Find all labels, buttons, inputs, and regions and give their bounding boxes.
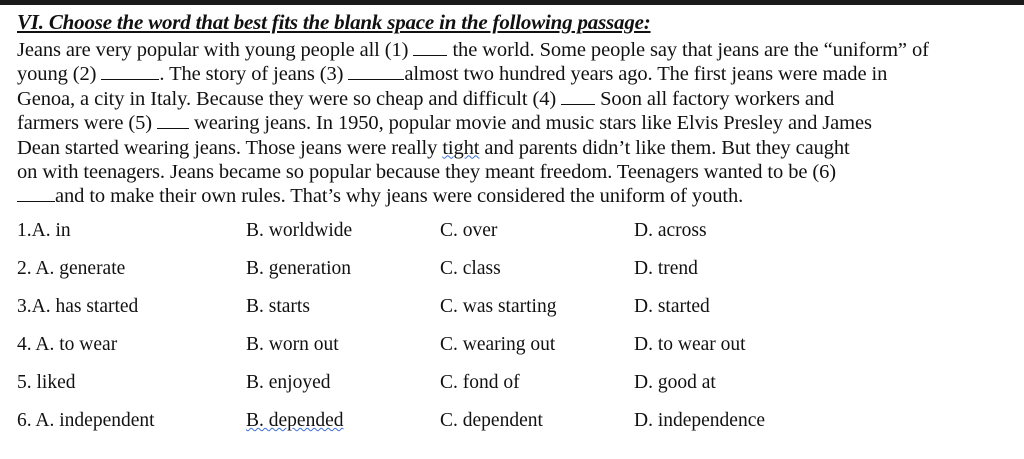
passage-line-5: [17, 136, 1017, 160]
option-b: B. generation: [246, 258, 352, 279]
option-a: 4. A. to wear: [17, 334, 118, 355]
passage-line-3: [17, 87, 1017, 111]
spellcheck-underlined-word: tight: [442, 136, 480, 159]
question-row-1: [17, 220, 1007, 258]
option-b: B. worn out: [246, 334, 339, 355]
option-d: D. across: [634, 220, 707, 241]
passage-line-6: [17, 160, 1017, 184]
answer-options: [17, 220, 1007, 448]
question-row-2: [17, 258, 1007, 296]
passage-text: Soon all factory workers and: [595, 87, 835, 110]
option-c: C. class: [440, 258, 501, 279]
option-a: 3.A. has started: [17, 296, 139, 317]
option-c: C. wearing out: [440, 334, 556, 355]
option-c: C. over: [440, 220, 498, 241]
question-row-5: [17, 372, 1007, 410]
blank-3: [348, 63, 404, 80]
passage-line-2: [17, 62, 1017, 86]
passage-text: on with teenagers. Jeans became so popular because they meant freedom. Teenagers wanted to be (6): [17, 161, 836, 184]
passage-text: wearing jeans. In 1950, popular movie and music stars like Elvis Presley and James: [189, 112, 872, 135]
blank-6: [17, 185, 55, 202]
passage-text: the world. Some people say that jeans are the “uniform” of: [447, 39, 929, 61]
option-b: B. starts: [246, 296, 310, 317]
question-row-3: [17, 296, 1007, 334]
section-heading: VI. Choose the word that best fits the blank space in the following passage:: [17, 10, 651, 34]
option-c: C. dependent: [440, 410, 543, 431]
passage-line-4: [17, 111, 1017, 135]
question-row-4: [17, 334, 1007, 372]
passage-text: almost two hundred years ago. The first jeans were made in: [404, 63, 888, 86]
option-d: D. independence: [634, 410, 766, 431]
blank-5: [157, 112, 189, 129]
question-row-6: [17, 410, 1007, 448]
option-b: B. enjoyed: [246, 372, 331, 393]
option-a: 1.A. in: [17, 220, 71, 241]
reading-passage: [17, 38, 1017, 209]
passage-text: Dean started wearing jeans. Those jeans were really: [17, 136, 443, 159]
blank-1: [413, 39, 447, 56]
option-d: D. to wear out: [634, 334, 746, 355]
blank-4: [561, 88, 595, 105]
option-d: D. good at: [634, 372, 716, 393]
option-a: 2. A. generate: [17, 258, 126, 279]
option-d: D. trend: [634, 258, 698, 279]
passage-text: and to make their own rules. That’s why jeans were considered the uniform of youth.: [55, 185, 744, 208]
blank-2: [101, 63, 159, 80]
option-c: C. was starting: [440, 296, 557, 317]
option-b: B. depended: [246, 410, 344, 431]
passage-text: Genoa, a city in Italy. Because they were so cheap and difficult (4): [17, 87, 562, 110]
passage-line-1: [17, 38, 1017, 62]
option-a: 5. liked: [17, 372, 76, 393]
option-c: C. fond of: [440, 372, 520, 393]
option-d: D. started: [634, 296, 710, 317]
passage-text: farmers were (5): [17, 112, 158, 135]
option-a: 6. A. independent: [17, 410, 155, 431]
passage-text: . The story of jeans (3): [159, 63, 349, 86]
passage-line-7: [17, 184, 1017, 208]
passage-text: Jeans are very popular with young people all (1): [17, 39, 414, 61]
option-b: B. worldwide: [246, 220, 353, 241]
passage-text: and parents didn’t like them. But they caught: [479, 136, 850, 159]
passage-text: young (2): [17, 63, 102, 86]
top-border: [0, 0, 1024, 5]
